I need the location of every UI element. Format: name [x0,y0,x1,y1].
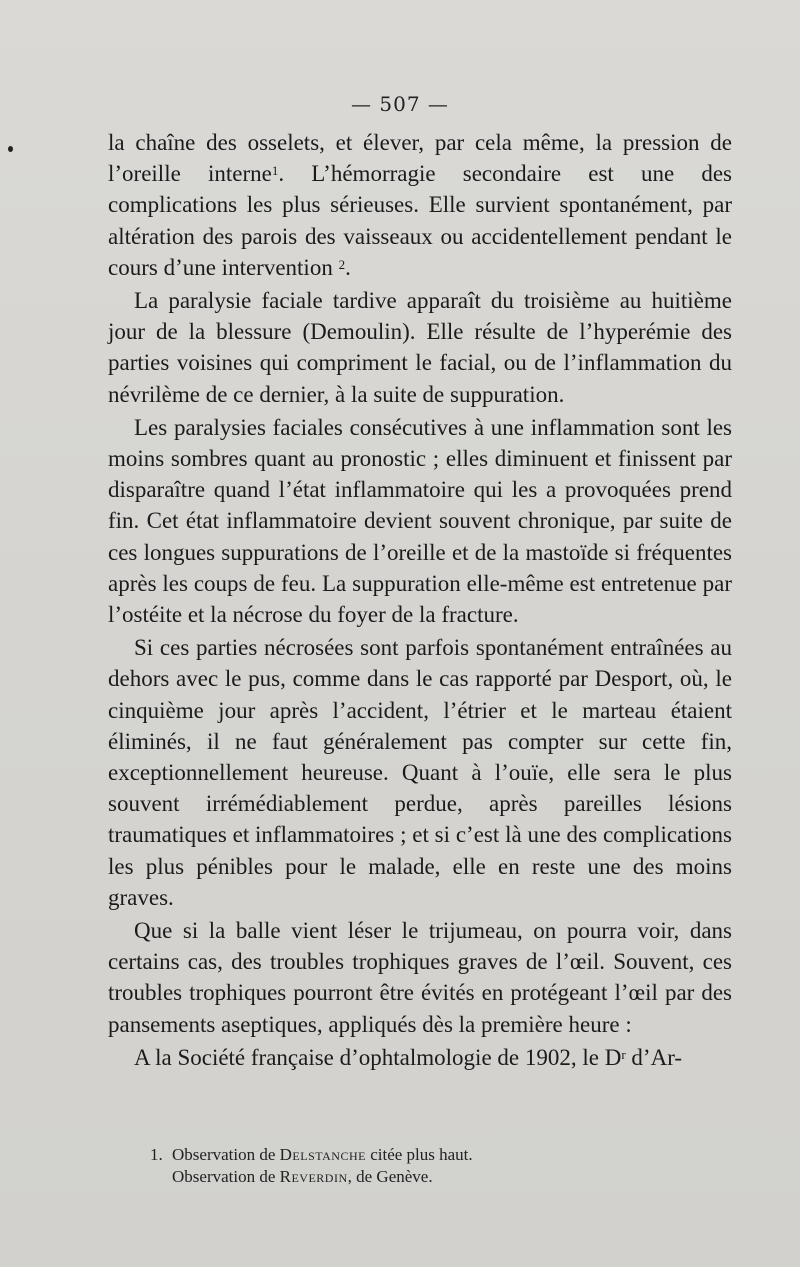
paragraph-6-text-b: d’Ar- [625,1044,683,1070]
paragraph-4: Si ces parties nécrosées sont parfois spontanément entraînées au dehors avec le pus, comme dans le cas rapporté par Desport, où, le cinquième jour après l’accident, l’étrier et le marteau étaient éliminés, il ne faut généralement pas compter sur cette fin, exceptionnellement heureuse. Quant à l’ouïe, elle sera le plus souvent irrémédiablement perdue, après pareilles lésions traumatiques et inflammatoires ; et si c’est là une des complications les plus pénibles pour le malade, elle en reste une des moins graves. [108,635,732,910]
page-number: — 507 — [351,92,449,116]
footnote-1-prefix: Observation de [172,1145,280,1164]
paragraph-1 [108,127,732,283]
footnote-ref-1[interactable]: 1 [271,163,279,179]
footnote-2-suffix: , de Genève. [347,1167,433,1186]
footnote-ref-2[interactable]: 2 [338,256,346,272]
footnote-1 [150,1144,710,1166]
paragraph-6-text-a: A la Société française d’ophtalmologie de 1902, le D [134,1044,622,1070]
doctor-abbrev-sup: r [621,1046,626,1062]
footnote-2 [150,1166,710,1188]
body-text [108,127,732,1073]
footnote-2-name: Reverdin [279,1167,348,1186]
paragraph-6 [108,1042,732,1073]
ink-speck [8,146,13,152]
paragraph-2: La paralysie faciale tardive apparaît du troisième au huitième jour de la blessure (Demoulin). Elle résulte de l’hyperémie des parties voisines qui compriment le facial, ou de l’inflammation du névrilème de ce dernier, à la suite de suppuration. [108,288,732,407]
footnote-1-name: Delstanche [279,1145,366,1164]
paragraph-1-text-a: la chaîne des osselets, et élever, par cela même, la pression de l’oreille interne [108,130,732,187]
paragraph-1-text-b: . L’hémorragie secondaire est une des complications les plus sérieuses. Elle survient spontanément, par altération des parois des vaisseaux ou accidentellement pendant le cours d’une intervention [108,161,732,280]
paragraph-1-text-c: . [345,254,351,280]
footnote-2-prefix: Observation de [172,1167,280,1186]
footnote-1-suffix: citée plus haut. [365,1145,473,1164]
paragraph-5: Que si la balle vient léser le trijumeau, on pourra voir, dans certains cas, des troubles trophiques graves de l’œil. Souvent, ces troubles trophiques pourront être évités en protégeant l’œil par des pansements aseptiques, appliqués dès la première heure : [108,918,732,1037]
footnotes [150,1144,710,1188]
paragraph-3: Les paralysies faciales consécutives à une inflammation sont les moins sombres quant au pronostic ; elles diminuent et finissent par disparaître quand l’état inflammatoire qui les a provoquées prend fin. Cet état inflammatoire devient souvent chronique, par suite de ces longues suppurations de l’oreille et de la mastoïde si fréquentes après les coups de feu. La suppuration elle-même est entretenue par l’ostéite et la nécrose du foyer de la fracture. [108,414,732,628]
footnote-1-number: 1. [150,1145,163,1164]
